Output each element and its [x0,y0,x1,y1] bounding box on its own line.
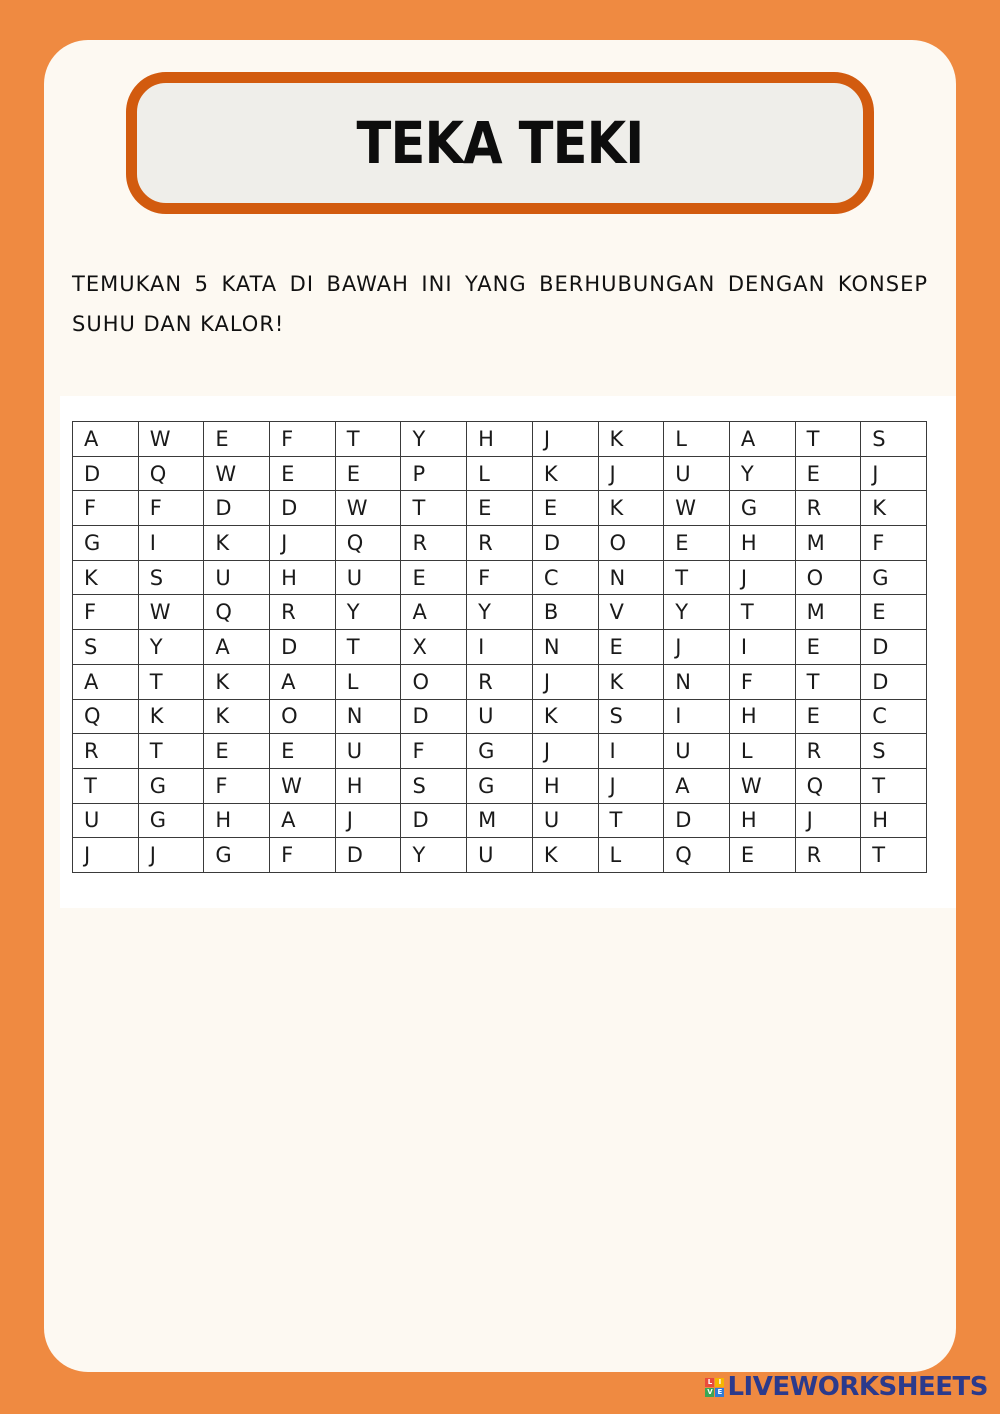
grid-cell[interactable]: E [270,734,336,769]
grid-cell[interactable]: A [729,422,795,457]
logo-square: E [715,1388,724,1397]
grid-cell[interactable]: E [204,422,270,457]
grid-cell[interactable]: T [335,630,401,665]
grid-cell[interactable]: X [401,630,467,665]
grid-cell[interactable]: Y [729,456,795,491]
grid-cell[interactable]: Y [138,630,204,665]
grid-cell[interactable]: F [729,664,795,699]
grid-cell[interactable]: W [204,456,270,491]
grid-cell[interactable]: I [729,630,795,665]
grid-cell[interactable]: O [598,526,664,561]
page-title: TEKA TEKI [356,109,644,177]
grid-cell[interactable]: F [401,734,467,769]
grid-cell[interactable]: H [861,803,927,838]
grid-row [73,768,927,803]
grid-cell[interactable]: S [598,699,664,734]
grid-cell[interactable]: F [204,768,270,803]
grid-cell[interactable]: G [861,560,927,595]
grid-cell[interactable]: G [138,768,204,803]
grid-cell[interactable]: O [401,664,467,699]
grid-cell[interactable]: H [204,803,270,838]
grid-cell[interactable]: Y [467,595,533,630]
grid-cell[interactable]: N [335,699,401,734]
grid-cell[interactable]: Q [795,768,861,803]
grid-cell[interactable]: J [861,456,927,491]
grid-cell[interactable]: T [861,768,927,803]
grid-cell[interactable]: D [532,526,598,561]
grid-cell[interactable]: E [204,734,270,769]
grid-cell[interactable]: E [861,595,927,630]
grid-cell[interactable]: Q [73,699,139,734]
grid-cell[interactable]: U [335,734,401,769]
grid-cell[interactable]: G [467,734,533,769]
grid-cell[interactable]: T [598,803,664,838]
grid-cell[interactable]: P [401,456,467,491]
grid-cell[interactable]: D [204,491,270,526]
grid-cell[interactable]: U [664,734,730,769]
grid-cell[interactable]: O [795,560,861,595]
grid-cell[interactable]: T [138,664,204,699]
grid-cell[interactable]: D [664,803,730,838]
grid-row [73,456,927,491]
grid-cell[interactable]: H [729,699,795,734]
grid-cell[interactable]: J [270,526,336,561]
logo-square: I [715,1378,724,1387]
grid-cell[interactable]: E [795,456,861,491]
grid-cell[interactable]: G [729,491,795,526]
grid-cell[interactable]: S [73,630,139,665]
grid-cell[interactable]: T [664,560,730,595]
grid-cell[interactable]: K [532,456,598,491]
grid-cell[interactable]: L [467,456,533,491]
grid-row [73,491,927,526]
grid-cell[interactable]: R [73,734,139,769]
grid-cell[interactable]: K [598,664,664,699]
grid-cell[interactable]: H [729,803,795,838]
grid-cell[interactable]: J [598,768,664,803]
grid-cell[interactable]: D [401,699,467,734]
grid-cell[interactable]: C [861,699,927,734]
grid-cell[interactable]: U [664,456,730,491]
grid-cell[interactable]: A [204,630,270,665]
grid-cell[interactable]: L [335,664,401,699]
grid-cell[interactable]: H [335,768,401,803]
grid-cell[interactable]: W [270,768,336,803]
grid-cell[interactable]: G [204,838,270,873]
grid-cell[interactable]: M [795,526,861,561]
grid-row [73,630,927,665]
grid-cell[interactable]: S [861,422,927,457]
grid-cell[interactable]: T [795,422,861,457]
grid-row [73,526,927,561]
grid-cell[interactable]: J [335,803,401,838]
grid-cell[interactable]: R [401,526,467,561]
grid-cell[interactable]: A [73,664,139,699]
grid-cell[interactable]: D [861,664,927,699]
grid-cell[interactable]: A [270,664,336,699]
grid-row [73,699,927,734]
grid-cell[interactable]: F [73,491,139,526]
grid-cell[interactable]: S [861,734,927,769]
grid-cell[interactable]: E [532,491,598,526]
grid-cell[interactable]: S [138,560,204,595]
grid-cell[interactable]: K [598,422,664,457]
grid-cell[interactable]: S [401,768,467,803]
grid-cell[interactable]: Y [401,422,467,457]
grid-cell[interactable]: E [795,699,861,734]
grid-cell[interactable]: G [73,526,139,561]
grid-cell[interactable]: K [73,560,139,595]
grid-cell[interactable]: E [598,630,664,665]
grid-cell[interactable]: N [598,560,664,595]
grid-cell[interactable]: J [664,630,730,665]
grid-cell[interactable]: T [861,838,927,873]
grid-cell[interactable]: D [73,456,139,491]
grid-cell[interactable]: D [335,838,401,873]
grid-cell[interactable]: K [204,699,270,734]
grid-cell[interactable]: H [270,560,336,595]
grid-cell[interactable]: H [532,768,598,803]
grid-cell[interactable]: L [598,838,664,873]
grid-cell[interactable]: M [467,803,533,838]
grid-cell[interactable]: I [138,526,204,561]
grid-cell[interactable]: W [335,491,401,526]
grid-cell[interactable]: A [270,803,336,838]
grid-row [73,803,927,838]
grid-cell[interactable]: L [729,734,795,769]
grid-cell[interactable]: A [73,422,139,457]
grid-cell[interactable]: F [73,595,139,630]
grid-cell[interactable]: R [467,664,533,699]
liveworksheets-logo [705,1372,988,1402]
grid-cell[interactable]: R [270,595,336,630]
grid-cell[interactable]: F [270,838,336,873]
grid-cell[interactable]: U [73,803,139,838]
grid-cell[interactable]: I [664,699,730,734]
grid-cell[interactable]: U [467,699,533,734]
grid-cell[interactable]: O [270,699,336,734]
grid-cell[interactable]: I [598,734,664,769]
grid-cell[interactable]: D [270,491,336,526]
grid-cell[interactable]: K [532,699,598,734]
grid-cell[interactable]: J [598,456,664,491]
title-banner [126,72,874,214]
grid-cell[interactable]: A [401,595,467,630]
grid-cell[interactable]: J [532,422,598,457]
grid-cell[interactable]: D [270,630,336,665]
liveworksheets-icon [705,1378,724,1397]
grid-cell[interactable]: U [335,560,401,595]
grid-cell[interactable]: J [138,838,204,873]
grid-cell[interactable]: M [795,595,861,630]
grid-cell[interactable]: J [795,803,861,838]
grid-cell[interactable]: E [335,456,401,491]
grid-cell[interactable]: K [138,699,204,734]
grid-cell[interactable]: K [598,491,664,526]
grid-cell[interactable]: G [138,803,204,838]
grid-cell[interactable]: W [138,595,204,630]
grid-cell[interactable]: T [335,422,401,457]
grid-cell[interactable]: F [861,526,927,561]
grid-cell[interactable]: B [532,595,598,630]
grid-cell[interactable]: Q [664,838,730,873]
grid-cell[interactable]: G [467,768,533,803]
grid-cell[interactable]: J [532,734,598,769]
grid-cell[interactable]: Q [335,526,401,561]
grid-cell[interactable]: U [204,560,270,595]
grid-cell[interactable]: W [729,768,795,803]
grid-cell[interactable]: Q [138,456,204,491]
grid-cell[interactable]: D [861,630,927,665]
grid-cell[interactable]: U [467,838,533,873]
logo-square: V [707,1387,713,1396]
grid-cell[interactable]: F [467,560,533,595]
grid-cell[interactable]: V [598,595,664,630]
grid-row [73,734,927,769]
grid-cell[interactable]: D [401,803,467,838]
grid-cell[interactable]: T [138,734,204,769]
grid-cell[interactable]: I [467,630,533,665]
grid-row [73,422,927,457]
grid-cell[interactable]: W [138,422,204,457]
grid-cell[interactable]: R [467,526,533,561]
instruction-text: TEMUKAN 5 KATA DI BAWAH INI YANG BERHUBUNGAN DENGAN KONSEP SUHU DAN KALOR! [72,272,928,336]
grid-cell[interactable]: K [204,526,270,561]
grid-cell[interactable]: E [664,526,730,561]
grid-cell[interactable]: C [532,560,598,595]
grid-cell[interactable]: Y [401,838,467,873]
grid-row [73,560,927,595]
grid-cell[interactable]: F [138,491,204,526]
brand-name: LIVEWORKSHEETS [727,1372,988,1402]
grid-cell[interactable]: U [532,803,598,838]
grid-cell[interactable]: N [664,664,730,699]
grid-cell[interactable]: Y [664,595,730,630]
grid-cell[interactable]: R [795,838,861,873]
grid-cell[interactable]: E [401,560,467,595]
grid-cell[interactable]: N [532,630,598,665]
grid-row [73,664,927,699]
grid-cell[interactable]: T [401,491,467,526]
grid-cell[interactable]: A [664,768,730,803]
grid-cell[interactable]: Y [335,595,401,630]
grid-cell[interactable]: E [729,838,795,873]
grid-cell[interactable]: L [664,422,730,457]
grid-cell[interactable]: R [795,491,861,526]
logo-square: L [705,1378,714,1387]
grid-cell[interactable]: H [729,526,795,561]
grid-cell[interactable]: H [467,422,533,457]
grid-cell[interactable]: K [861,491,927,526]
grid-cell[interactable]: W [664,491,730,526]
grid-cell[interactable]: E [270,456,336,491]
grid-cell[interactable]: J [532,664,598,699]
grid-cell[interactable]: T [73,768,139,803]
grid-cell[interactable]: Q [204,595,270,630]
word-search-grid [72,421,927,873]
grid-cell[interactable]: K [532,838,598,873]
grid-cell[interactable]: J [73,838,139,873]
grid-cell[interactable]: T [795,664,861,699]
grid-cell[interactable]: T [729,595,795,630]
grid-cell[interactable]: J [729,560,795,595]
grid-cell[interactable]: E [795,630,861,665]
grid-cell[interactable]: R [795,734,861,769]
grid-cell[interactable]: E [467,491,533,526]
grid-row [73,595,927,630]
grid-cell[interactable]: K [204,664,270,699]
grid-cell[interactable]: F [270,422,336,457]
grid-row [73,838,927,873]
